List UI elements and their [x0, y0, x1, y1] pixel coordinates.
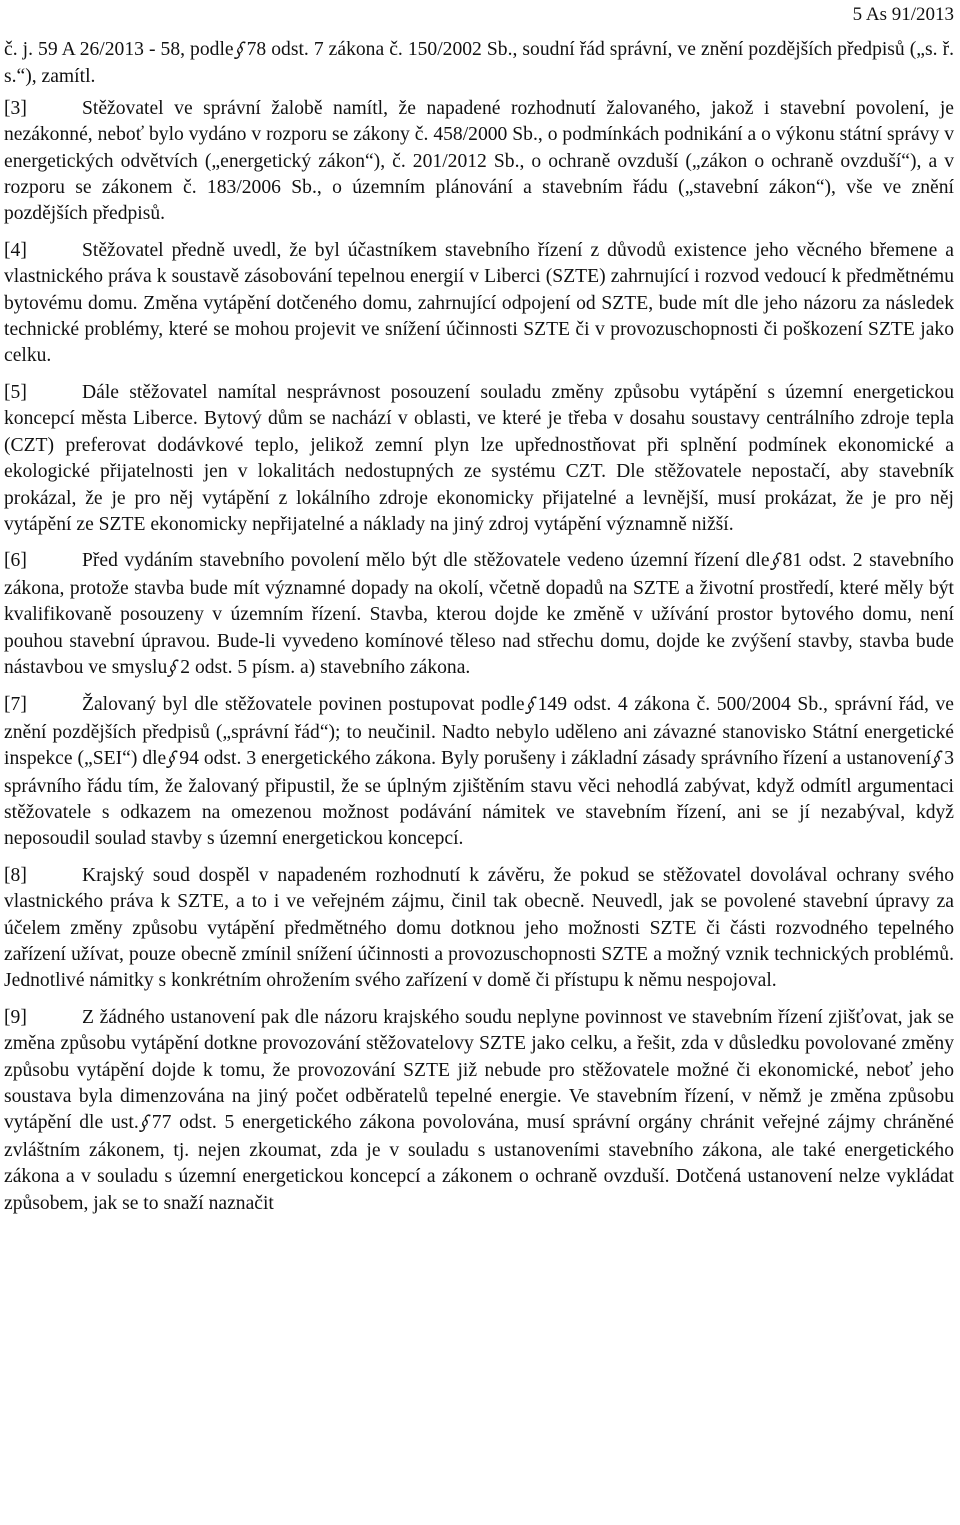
- paragraph-number: [3]: [4, 97, 27, 119]
- paragraph-continuation: [4, 37, 954, 91]
- paragraph-text: 94 odst. 3 energetického zákona. Byly porušeny i základní zásady správního řízení a ustanovení: [179, 748, 932, 770]
- paragraph-number: [9]: [4, 1006, 27, 1028]
- paragraph-number: [5]: [4, 381, 27, 403]
- section-sign-icon: §: [165, 656, 181, 681]
- paragraph-5: [4, 380, 954, 538]
- paragraph-7: [4, 692, 954, 852]
- paragraph-text: 77 odst. 5 energetického zákona povolována, musí správní orgány chránit veřejné zájmy chráněné zvláštním zákonem, tj. nejen zkoumat, zda je v souladu s ustanoveními stavebního zákona, ale také energetického zákona a v souladu s územní energetickou koncepcí a zákonem o ochraně ovzduší. Dotčená ustanovení nelze vykládat způsobem, jak se to snaží naznačit: [4, 1112, 955, 1214]
- paragraph-6: [4, 548, 954, 682]
- section-sign-icon: §: [767, 550, 783, 575]
- case-number: 5 As 91/2013: [852, 4, 954, 25]
- section-sign-icon: §: [522, 694, 538, 719]
- paragraph-text: Krajský soud dospěl v napadeném rozhodnutí k závěru, že pokud se stěžovatel dovolával ochrany svého vlastnického práva k SZTE, a to i ve veřejném zájmu, činil tak obecně. Neuvedl, jak se povolené stavební úpravy za účelem změny způsobu vytápění předmětného domu dotknou jeho možnosti SZTE či části rozvodného tepelného zařízení užívat, pouze obecně zmínil snížení účinnosti a provozuschopnosti SZTE a možný vznik technických problémů. Jednotlivé námitky s konkrétním ohrožením svého zařízení v domě či přístupu k němu nespojoval.: [4, 864, 954, 992]
- paragraph-text: Stěžovatel předně uvedl, že byl účastníkem stavebního řízení z důvodů existence jeho věcného břemene a vlastnického práva k soustavě zásobování tepelnou energií v Liberci (SZTE) zahrnující i rozvod vedoucí k předmětnému bytovému domu. Změna vytápění dotčeného domu, zahrnující odpojení od SZTE, bude mít dle jeho názoru za následek technické problémy, které se mohou projevit ve snížení účinnosti SZTE či v provozuschopnosti či poškození SZTE jako celku.: [4, 239, 954, 367]
- paragraph-text: Stěžovatel ve správní žalobě namítl, že napadené rozhodnutí žalovaného, jakož i stavební povolení, je nezákonné, neboť bylo vydáno v rozporu se zákony č. 458/2000 Sb., o podmínkách podnikání a o výkonu státní správy v energetických odvětvích („energetický zákon“), č. 201/2012 Sb., o ochraně ovzduší („zákon o ochraně ovzduší“), a v rozporu se zákonem č. 183/2006 Sb., o územním plánování a stavebním řádu („stavební zákon“), vše ve znění pozdějších předpisů.: [4, 97, 954, 225]
- paragraph-text: Žalovaný byl dle stěžovatele povinen postupovat podle: [82, 694, 525, 716]
- paragraph-number: [7]: [4, 694, 27, 716]
- paragraph-8: [4, 863, 954, 995]
- paragraph-number: [4]: [4, 239, 27, 261]
- paragraph-4: [4, 238, 954, 370]
- paragraph-text: Před vydáním stavebního povolení mělo být dle stěžovatele vedeno územní řízení dle: [82, 550, 770, 572]
- document-page: [4, 0, 954, 1217]
- paragraph-text: 2 odst. 5 písm. a) stavebního zákona.: [180, 656, 471, 678]
- paragraph-3: [4, 96, 954, 228]
- section-sign-icon: §: [137, 1112, 152, 1137]
- section-sign-icon: §: [231, 38, 247, 63]
- paragraph-text: 149 odst. 4 zákona č. 500/2004 Sb., správní řád, ve znění pozdějších předpisů („správní řád“); to neučinil. Nadto nebylo uděleno ani závazné stanovisko Státní energetické inspekce („SEI“) dle: [4, 694, 955, 770]
- paragraph-text: Dále stěžovatel namítal nesprávnost posouzení souladu změny způsobu vytápění s územní energetickou koncepcí města Liberce. Bytový dům se nachází v oblasti, ve které je třeba v dosahu soustavy centrálního zdroje tepla (CZT) preferovat dodávkové teplo, jelikož zemní plyn lze upřednostňovat při splnění podmínek ekonomické a ekologické přijatelnosti jen v lokalitách nedostupných ze systému CZT. Dle stěžovatele nepostačí, aby stavebník prokázal, že je pro něj vytápění z lokálního zdroje ekonomicky přijatelné a levnější, musí prokázat, že je pro něj vytápění ze SZTE ekonomicky nepřijatelné a náklady na jiný zdroj vytápění významně nižší.: [4, 381, 954, 535]
- paragraph-text: č. j. 59 A 26/2013 - 58, podle: [4, 39, 234, 60]
- section-sign-icon: §: [929, 748, 945, 773]
- paragraph-number: [8]: [4, 864, 27, 886]
- paragraph-text: 78 odst. 7 zákona č. 150/2002 Sb., soudní řád správní, ve znění pozdějších předpisů („s. ř. s.“), zamítl.: [4, 39, 954, 88]
- paragraph-text: 81 odst. 2 stavebního zákona, protože stavba bude mít významné dopady na okolí, včetně dopadů na SZTE a životní prostředí, které měly být kvalifikovaně posouzeny v územním řízení. Stavba, kterou dojde ke změně v užívání prostor bytového domu, není pouhou stavební úpravou. Bude-li vyvedeno komínové těleso nad střechu domu, dojde ke zvýšení stavby, stavba bude nástavbou ve smyslu: [4, 550, 954, 678]
- paragraph-number: [6]: [4, 550, 27, 572]
- paragraph-text: 3 správního řádu tím, že žalovaný připustil, že se úplným zjištěním stavu věci nehodlá zabývat, když odmítl argumentaci stěžovatele s odkazem na omezenou možnost podávání námitek ve stavebním řízení, ani se jí nezabýval, když neposoudil soulad stavby s územní energetickou koncepcí.: [4, 748, 955, 850]
- section-sign-icon: §: [164, 748, 180, 773]
- paragraph-9: [4, 1005, 954, 1217]
- paragraph-text: Z žádného ustanovení pak dle názoru krajského soudu neplyne povinnost ve stavebním řízení zjišťovat, jak se změna způsobu vytápění dotkne provozování stěžovatelovy SZTE jako celku, a řešit, zda v důsledku povolované změny způsobu vytápění dojde k tomu, že provozování SZTE již nebude pro stěžovatele možné či ekonomické, neboť jeho soustava byla dimenzována na jiný počet odběratelů tepelné energie. Ve stavebním řízení, v němž je změna způsobu vytápění dle ust.: [4, 1006, 954, 1134]
